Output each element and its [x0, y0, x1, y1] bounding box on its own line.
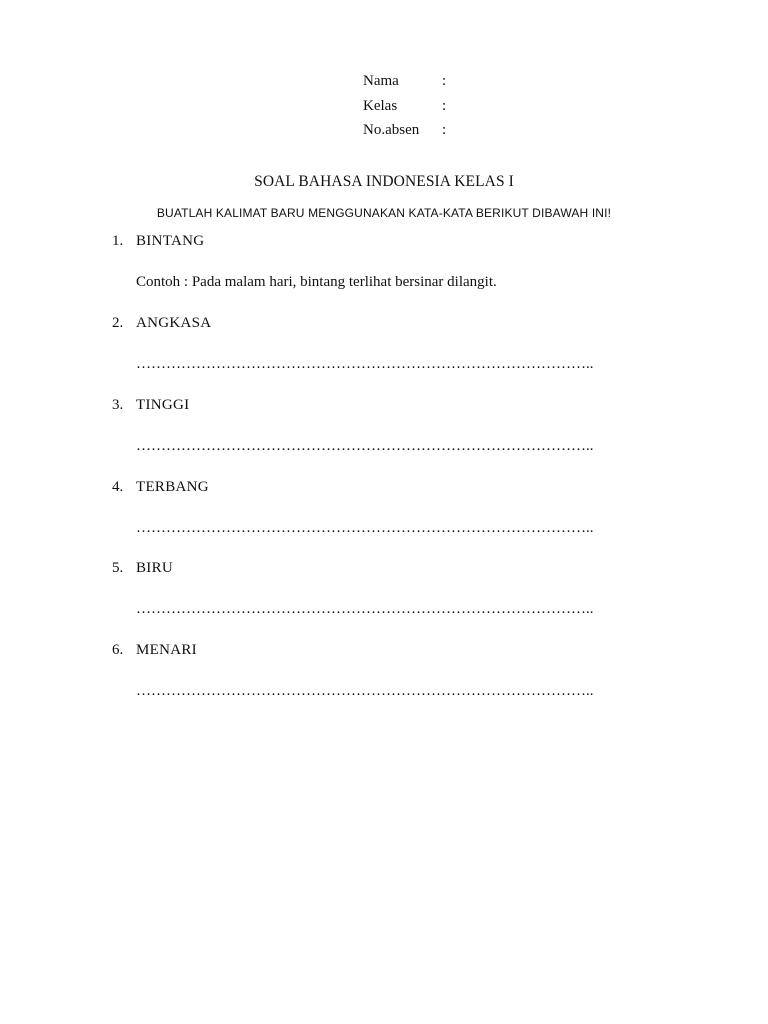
absence-number-colon: :	[442, 122, 447, 138]
worksheet-title: SOAL BAHASA INDONESIA KELAS I	[254, 173, 514, 190]
question-number: 6.	[112, 642, 124, 658]
worksheet-instruction: BUATLAH KALIMAT BARU MENGGUNAKAN KATA-KATA BERIKUT DIBAWAH INI!	[156, 206, 612, 220]
question-number: 1.	[112, 233, 124, 249]
answer-line: ………………………………………………………………………………..	[136, 520, 594, 536]
question-number: 2.	[112, 315, 124, 331]
question-word: ANGKASA	[136, 315, 212, 331]
question-word: MENARI	[136, 642, 197, 658]
question-number: 5.	[112, 560, 124, 576]
example-sentence: Contoh : Pada malam hari, bintang terlihat bersinar dilangit.	[136, 274, 497, 290]
question-word: TINGGI	[136, 397, 190, 413]
name-colon: :	[442, 73, 447, 89]
answer-line: ………………………………………………………………………………..	[136, 601, 594, 617]
question-number: 3.	[112, 397, 124, 413]
name-label: Nama	[363, 73, 399, 89]
question-word: BIRU	[136, 560, 174, 576]
class-label: Kelas	[363, 97, 398, 114]
absence-number-label: No.absen	[363, 122, 420, 138]
answer-line: ………………………………………………………………………………..	[136, 356, 594, 372]
question-number: 4.	[112, 479, 124, 495]
question-word: TERBANG	[136, 479, 209, 495]
answer-line: ………………………………………………………………………………..	[136, 683, 594, 699]
class-colon: :	[442, 97, 447, 114]
answer-line: ………………………………………………………………………………..	[136, 438, 594, 454]
question-word: BINTANG	[136, 233, 205, 249]
